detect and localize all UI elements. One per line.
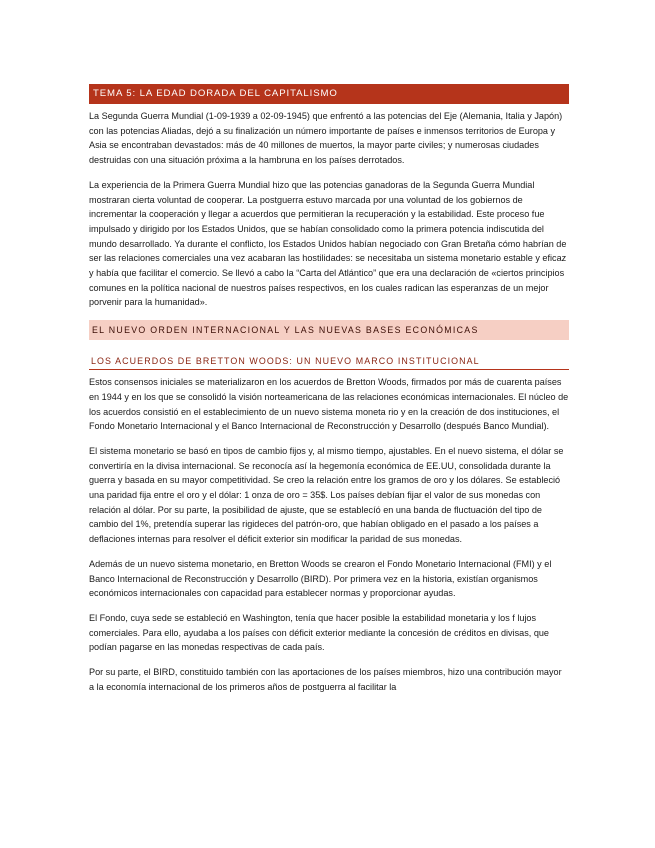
document-content [89,84,569,705]
intro-paragraph-1: La Segunda Guerra Mundial (1-09-1939 a 02-09-1945) que enfrentó a las potencias del Eje (Alemania, Italia y Japón) con las potencias Aliadas, dejó a su finalización un número importante de países e inmensos territorios de Europa y Asia se encontraban devastados: más de 40 millones de muertos, la mayor parte civiles; y numerosas ciudades destruidas con una situación próxima a la hambruna en los países derrotados. [89,111,563,166]
intro-paragraph-2: La experiencia de la Primera Guerra Mundial hizo que las potencias ganadoras de la Segunda Guerra Mundial mostraran cierta voluntad de cooperar. La postguerra estuvo marcada por una voluntad de los gobiernos de incrementar la cooperación y llegar a acuerdos que permitieran la recuperación y la estabilidad. Este proceso fue impulsado y dirigido por los Estados Unidos, que se habían consolidado como la primera potencia indiscutida del mundo desarrollado. Ya durante el conflicto, los Estados Unidos habían negociado con Gran Bretaña cómo habrían de ser las relaciones comerciales una vez acabaran las hostilidades: se necesitaba un sistema monetario estable y eficaz y había que facilitar el comercio. Se llevó a cabo la “Carta del Atlántico” que era una declaración de «ciertos principios comunes en la política nacional de nuestros países respectivos, en los cuales radican las esperanzas de un mejor porvenir para la humanidad». [89,179,567,308]
body-paragraph-4: El Fondo, cuya sede se estableció en Washington, tenía que hacer posible la estabilidad monetaria y los f lujos comerciales. Para ello, ayudaba a los países con déficit exterior mediante la concesión de créditos en divisas, que podían pagarse en las monedas respectivas de cada país. [89,612,549,653]
chapter-title: TEMA 5: LA EDAD DORADA DEL CAPITALISMO [89,84,569,104]
body-paragraph-1: Estos consensos iniciales se materializaron en los acuerdos de Bretton Woods, firmados por más de cuarenta países en 1944 y en los que se consolidó la visión norteamericana de las relaciones económicas internacionales. El núcleo de los acuerdos consistió en el establecimiento de un nuevo sistema moneta rio y en la creación de dos instituciones, el Fondo Monetario Internacional y el Banco Internacional de Reconstrucción y Desarrollo (después Banco Mundial). [89,377,569,432]
section-title: EL NUEVO ORDEN INTERNACIONAL Y LAS NUEVAS BASES ECONÓMICAS [89,320,569,340]
body-paragraph-5: Por su parte, el BIRD, constituido también con las aportaciones de los países miembros, hizo una contribución mayor a la economía internacional de los primeros años de postguerra al facilitar la [89,667,562,692]
body-paragraph-2: El sistema monetario se basó en tipos de cambio fijos y, al mismo tiempo, ajustables. En el nuevo sistema, el dólar se convertiría en la divisa internacional. Se reconocía así la hegemonía económica de EE.UU, consolidada durante la guerra y basada en su mayor competitividad. Se creo la relación entre los gramos de oro y los dólares. Se estableció una paridad fija entre el oro y el dólar: 1 onza de oro = 35$. Los países debían fijar el valor de sus monedas con relación al dólar. Por su parte, la posibilidad de ajuste, que se establecíó en una banda de fluctuación del tipo de cambio del 1%, pretendía superar las rigideces del patrón-oro, que habían obligado en el pasado a los países a deflaciones internas para resolver el déficit exterior sin modificar la paridad de sus monedas. [89,445,564,545]
subsection-title: LOS ACUERDOS DE BRETTON WOODS: UN NUEVO MARCO INSTITUCIONAL [89,356,569,370]
body-paragraph-3: Además de un nuevo sistema monetario, en Bretton Woods se crearon el Fondo Monetario Internacional (FMI) y el Banco Internacional de Reconstrucción y Desarrollo (BIRD). Por primera vez en la historia, existían organismos económicos internacionales con capacidad para establecer normas y proporcionar ayudas. [89,558,552,599]
